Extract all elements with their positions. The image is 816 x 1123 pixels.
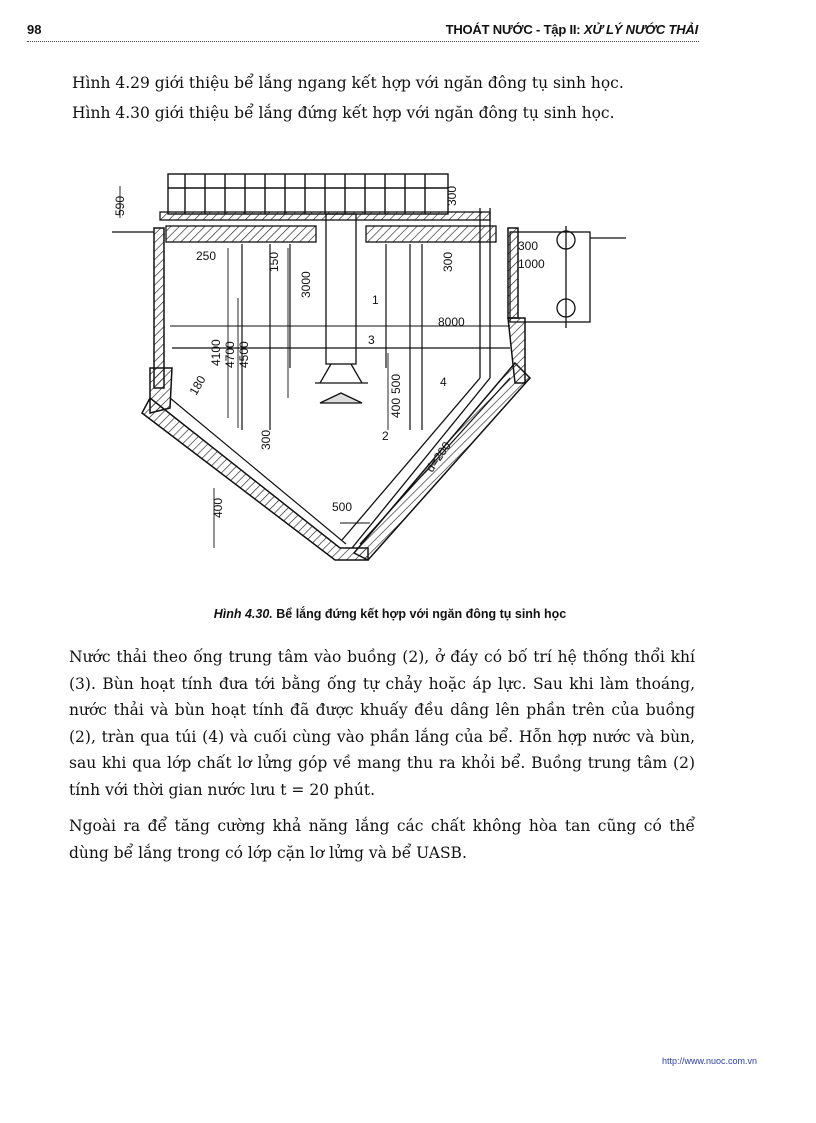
dim-300-low: 300 (259, 429, 273, 450)
trough-left (166, 226, 316, 242)
label-3: 3 (368, 333, 375, 347)
tank-drawing (110, 168, 630, 578)
dim-180: 180 (186, 373, 209, 398)
dim-150: 150 (267, 251, 281, 272)
label-1: 1 (372, 293, 379, 307)
dim-1000: 1000 (518, 257, 545, 271)
tank-diagram (110, 168, 630, 578)
dim-4500: 4500 (237, 341, 251, 368)
header-rule (27, 41, 699, 42)
dim-8000: 8000 (438, 315, 465, 329)
page-number: 98 (27, 22, 42, 37)
caption-number: Hình 4.30. (213, 607, 273, 621)
dim-4700: 4700 (223, 341, 237, 368)
dim-250: 250 (196, 249, 217, 263)
dim-400-low: 400 (211, 497, 225, 518)
paragraph-2: Ngoài ra để tăng cường khả năng lắng các chất không hòa tan cũng có thể dùng bể lắng trong có lớp cặn lơ lửng và bể UASB. (69, 817, 695, 862)
dim-300-mid: 300 (441, 251, 455, 272)
body-text (69, 644, 695, 876)
dim-300-top: 300 (445, 185, 459, 206)
intro-line-1: Hình 4.29 giới thiệu bể lắng ngang kết hợp với ngăn đông tụ sinh học. (72, 74, 624, 92)
running-header (446, 22, 698, 37)
dim-300-right: 300 (518, 239, 539, 253)
label-2: 2 (382, 429, 389, 443)
dim-4100: 4100 (209, 339, 223, 366)
figure-caption (100, 607, 680, 621)
caption-text: Bể lắng đứng kết hợp với ngăn đông tụ sinh học (272, 607, 567, 621)
running-header-italic: XỬ LÝ NƯỚC THẢI (583, 22, 698, 37)
trough-right (366, 226, 496, 242)
central-pipe (315, 214, 368, 403)
intro-line-2: Hình 4.30 giới thiệu bể lắng đứng kết hợp với ngăn đông tụ sinh học. (72, 104, 615, 122)
dim-590: 590 (113, 195, 127, 216)
platform-slab (160, 212, 490, 220)
dim-500-bottom: 500 (332, 500, 353, 514)
paragraph-1: Nước thải theo ống trung tâm vào buồng (2), ở đáy có bố trí hệ thống thổi khí (3). Bùn hoạt tính đưa tới bằng ống tự chảy hoặc áp lực. Sau khi làm thoáng, nước thải và bùn hoạt tính đã được khuấy đều dâng lên phần trên của buồng (2), tràn qua túi (4) và cuối cùng vào phần lắng của bể. Hỗn hợp nước và bùn, sau khi qua lớp chất lơ lửng góp về mang thu ra khỏi bể. Buồng trung tâm (2) tính với thời gian nước lưu t = 20 phút. (69, 648, 695, 799)
footer-url: http://www.nuoc.com.vn (662, 1056, 758, 1066)
intro-text (72, 68, 712, 128)
dim-3000: 3000 (299, 271, 313, 298)
dim-400-mid: 400 (389, 397, 403, 418)
running-header-prefix: THOÁT NƯỚC - Tập II: (445, 22, 584, 37)
top-grating (168, 174, 448, 214)
label-4: 4 (440, 375, 447, 389)
dim-d200: d=200 (422, 439, 454, 475)
dim-500-mid: 500 (389, 373, 403, 394)
